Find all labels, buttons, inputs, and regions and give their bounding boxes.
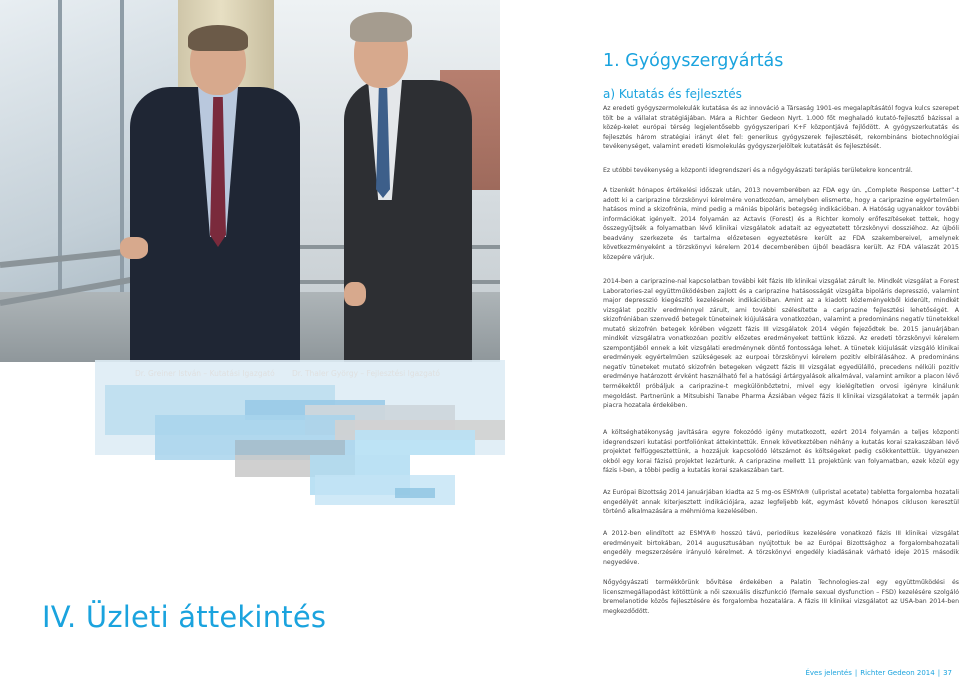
photo-hand — [120, 237, 148, 259]
page-number: 37 — [943, 669, 952, 677]
footer-separator: | — [854, 669, 858, 677]
photo-directors — [0, 0, 500, 362]
decorative-blocks — [95, 360, 505, 520]
paragraph: Az Európai Bizottság 2014 januárjában kiadta az 5 mg-os ESMYA® (ulipristal acetate) tabletta forgalomba hozatali engedélyét annak kiterjesztett indikációjára, azaz legfeljebb két, egymást követő hónapos cikluson keresztül történő alkalmazására a méhmióma kezelésében. — [603, 489, 959, 516]
photo-person-left — [120, 25, 310, 362]
sub-title: a) Kutatás és fejlesztés — [603, 87, 742, 101]
section-title: IV. Üzleti áttekintés — [42, 600, 327, 634]
paragraph: A költséghatékonyság javítására egyre fokozódó igény mutatkozott, ezért 2014 folyamán a teljes központi idegrendszeri kutatási portfoliónkat áttekintettük. Ennek következtében néhány a kutatás korai szakaszában lévő projektet felfüggesztettünk, a hozzájuk kapcsolódó létszámot és költségeket pedig csökkentettük. Ugyanezen okból egy korai fázisú projektet lezártunk. A cariprazine mellett 11 projektünk van folyamatban, ezek közül egy fázis I-ben, a többi pedig a kutatás korai szakaszában tart. — [603, 429, 959, 475]
footer-separator: | — [937, 669, 941, 677]
chapter-title: 1. Gyógyszergyártás — [603, 51, 784, 71]
deco-block — [395, 488, 435, 498]
paragraph: Az eredeti gyógyszermolekulák kutatása és az innováció a Társaság 1901-es megalapításától fogva kulcs szerepet tölt be a vállalat stratégiájában. Mára a Richter Gedeon Nyrt. 1.000 főt meghaladó kutató-fejlesztő bázissal a közép-kelet európai térség legjelentősebb gyógyszeripari K+F központjává fejlődött. A gyógyszerkutatás és fejlesztés három stratégiai irányt élet fel: generikus gyógyszerek fejlesztését, rekombináns biotechnológiai tevékenységet, valamint eredeti kismolekulás gyógyszerjelöltek kutatását és fejlesztését. — [603, 105, 959, 151]
photo-person-right — [338, 12, 478, 362]
paragraph: A 2012-ben elindított az ESMYA® hosszú távú, periodikus kezelésére vonatkozó fázis III klinikai vizsgálat eredményeit birtokában, 2014 augusztusában nyújtottuk be az Európai Bizottsághoz a forgalombahozatali engedély megszerzésére irányuló kérelmet. A törzskönyvi engedély kiadásának várható ideje 2015 második negyedéve. — [603, 530, 959, 566]
footer-company: Richter Gedeon 2014 — [860, 669, 935, 677]
photo-hair — [188, 25, 248, 51]
deco-block — [235, 440, 345, 455]
footer-report: Éves jelentés — [805, 669, 852, 677]
paragraph: 2014-ben a cariprazine-nal kapcsolatban további két fázis IIb klinikai vizsgálat zárult le. Mindkét vizsgálat a Forest Laboratories-zal együttműködésben zajlott és a cariprazine hatásosságát vizsgálta bipoláris depresszió, valamint major depresszió kiegészítő kezelésének indikációiban. Amint az a kiadott közleményekből kiderült, mindkét vizsgálat pozitív eredménnyel zárult, ami további szélesítette a cariprazine fejlesztési lehetőségét. A skizofréniában szenvedő betegek tüneteinek kiújulására vonatkozóan, valamint a predomináns negatív tünetekkel mutató skizofrén betegek körében végzett fázis III vizsgálatok 2014 végén fejeződtek be. 2015 januárjában mindkét vizsgálatra vonatkozóan pozitív előzetes eredményeket tettünk közzé. Az eredeti törzskönyvi kérelem szempontjából ennek a két vizsgálati eredménynek döntő fontossága lehet. A tünetek kiújulását vizsgáló klinikai eredmények egyértelműen szükségesek az eurpoai törzskönyvi kérelem pozitív elbírálásához. A predomináns negatív tüneteket mutató skizofrén betegeken végzett fázis III vizsgálat egyedülálló, precedens nélküli pozitív eredménye határozott érvként használható fel a hatósági ártárgyalások alkalmával, valamint amikor a placon lévő termékektől próbáljuk a cariprazine-t megkülönböztetni, mivel egy kielégítetlen orvosi igényre kínálunk megoldást. Partnerünk a Mitsubishi Tanabe Pharma Ázsiában végez fázis II klinikai vizsgálatokat a termék japán piacra hozatala érdekében. — [603, 278, 959, 410]
photo-suit — [344, 80, 472, 362]
page-footer — [805, 669, 952, 677]
paragraph: Nőgyógyászati termékkörünk bővítése érdekében a Palatin Technologies-zal egy együttműködési és licenszmegállapodást kötöttünk a női szexuális diszfunkció (female sexual dysfunction – FSD) kezelésére szolgáló bremelanotide közös fejlesztésére és forgalomba hozatalára. A fázis III klinikai vizsgálatot az USA-ban 2014-ben megkezdődött. — [603, 579, 959, 615]
paragraph: Ez utóbbi tevékenység a központi idegrendszeri és a nőgyógyászati terápiás területekre koncentrál. — [603, 167, 913, 174]
photo-hand — [344, 282, 366, 306]
deco-block — [355, 430, 475, 455]
photo-hair — [350, 12, 412, 42]
paragraph: A tizenkét hónapos értékelési időszak után, 2013 novemberében az FDA egy ún. „Complete Response Letter”-t adott ki a cariprazine törzskönyvi kérelmére vonatkozóan, amelyben elismerte, hogy a cariprazine egyértelműen hatásos mind a skizofrénia, mind pedig a mániás bipoláris betegség indikációban. A Hatóság ugyanakkor további információkat igényelt. 2014 folyamán az Actavis (Forest) és a Richter komoly erőfeszítéseket tettek, hogy összegyűjtsék a folyamatban lévő klinikai vizsgálatok adatait az egyeztetett törzskönyvi dossziéhoz. Az újbóli beadvány szerkezete és tartalma előzetesen egyeztetésre került az FDA szakembereivel, amelynek következményeként a törzskönyvi kérelem 2014 decemberében újból beadásra került. Az FDA válaszát 2015 közepére várjuk. — [603, 187, 959, 261]
